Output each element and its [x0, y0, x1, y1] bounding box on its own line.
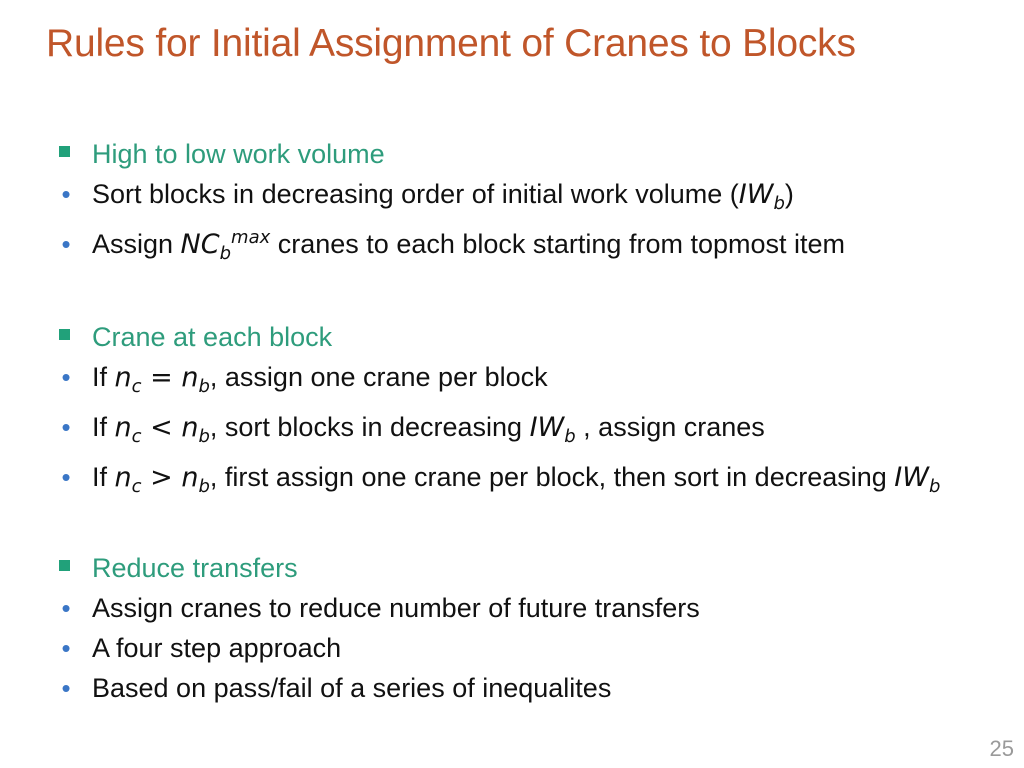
math-symbol: n: [181, 362, 199, 393]
bullet-text: Assign: [92, 229, 181, 259]
spacer: [56, 507, 956, 548]
bullet-if-equal: [56, 357, 956, 407]
page-number: 25: [989, 736, 1014, 761]
square-bullet-icon: [59, 560, 70, 571]
square-bullet-icon: [59, 329, 70, 340]
math-subscript: b: [198, 476, 210, 497]
bullet-text: If: [92, 462, 115, 492]
bullet-if-greater: [56, 457, 956, 507]
dot-bullet-icon: •: [61, 362, 71, 392]
bullet-assign-nc-max: [56, 224, 956, 274]
math-symbol: n: [114, 412, 132, 443]
bullet-text: , assign one crane per block: [209, 362, 548, 392]
bullet-text: If: [92, 412, 115, 442]
section-heading-text: High to low work volume: [92, 139, 385, 169]
dot-bullet-icon: •: [61, 633, 71, 663]
math-subscript: b: [564, 426, 576, 447]
math-subscript: c: [131, 476, 142, 497]
dot-bullet-icon: •: [61, 229, 71, 259]
section-heading-text: Reduce transfers: [92, 553, 298, 583]
math-subscript: b: [198, 426, 210, 447]
math-symbol: n: [181, 412, 199, 443]
math-symbol: IW: [738, 179, 774, 210]
spacer: [56, 274, 956, 317]
math-iw: [738, 179, 785, 214]
math-nc-eq-nb: [114, 362, 210, 397]
bullet-text: ): [784, 179, 794, 209]
dot-bullet-icon: •: [61, 462, 71, 492]
math-subscript: c: [131, 426, 142, 447]
math-symbol: IW: [894, 462, 929, 493]
bullet-text: Sort blocks in decreasing order of initial work volume (: [92, 179, 739, 209]
math-superscript: max: [231, 227, 271, 248]
section-heading-crane-each-block: [56, 317, 956, 357]
dot-bullet-icon: •: [61, 593, 71, 623]
math-symbol: n: [114, 462, 132, 493]
section-heading-text: Crane at each block: [92, 322, 333, 352]
math-symbol: n: [114, 362, 132, 393]
dot-bullet-icon: •: [61, 179, 71, 209]
math-nc-gt-nb: [114, 462, 210, 497]
bullet-text: , first assign one crane per block, then sort in decreasing: [209, 462, 895, 492]
dot-bullet-icon: •: [61, 412, 71, 442]
dot-bullet-icon: •: [61, 673, 71, 703]
bullet-if-less: [56, 407, 956, 457]
math-subscript: b: [219, 243, 232, 264]
slide-body: [56, 134, 956, 708]
section-heading-work-volume: [56, 134, 956, 174]
math-operator: <: [141, 412, 182, 443]
bullet-text: If: [92, 362, 115, 392]
math-subscript: b: [198, 376, 210, 397]
bullet-four-step: [56, 628, 956, 668]
math-iw: [529, 412, 576, 447]
math-iw: [894, 462, 941, 497]
bullet-text: Based on pass/fail of a series of inequalites: [92, 673, 612, 703]
bullet-text: , sort blocks in decreasing: [209, 412, 530, 442]
bullet-sort-blocks: [56, 174, 956, 224]
math-nc-lt-nb: [114, 412, 210, 447]
math-subscript: b: [928, 476, 941, 497]
bullet-pass-fail: [56, 668, 956, 708]
math-operator: =: [141, 362, 182, 393]
math-operator: >: [141, 462, 182, 493]
math-symbol: n: [181, 462, 199, 493]
math-subscript: b: [773, 193, 785, 214]
math-nc-max: [180, 227, 271, 264]
math-symbol: NC: [180, 229, 220, 260]
section-heading-reduce-transfers: [56, 548, 956, 588]
bullet-text: Assign cranes to reduce number of future transfers: [92, 593, 700, 623]
square-bullet-icon: [59, 146, 70, 157]
slide-title: Rules for Initial Assignment of Cranes to Blocks: [46, 22, 856, 65]
bullet-reduce-future-transfers: [56, 588, 956, 628]
bullet-text: A four step approach: [92, 633, 342, 663]
math-subscript: c: [131, 376, 142, 397]
bullet-text: cranes to each block starting from topmost item: [270, 229, 846, 259]
math-symbol: IW: [529, 412, 565, 443]
bullet-text: , assign cranes: [575, 412, 765, 442]
